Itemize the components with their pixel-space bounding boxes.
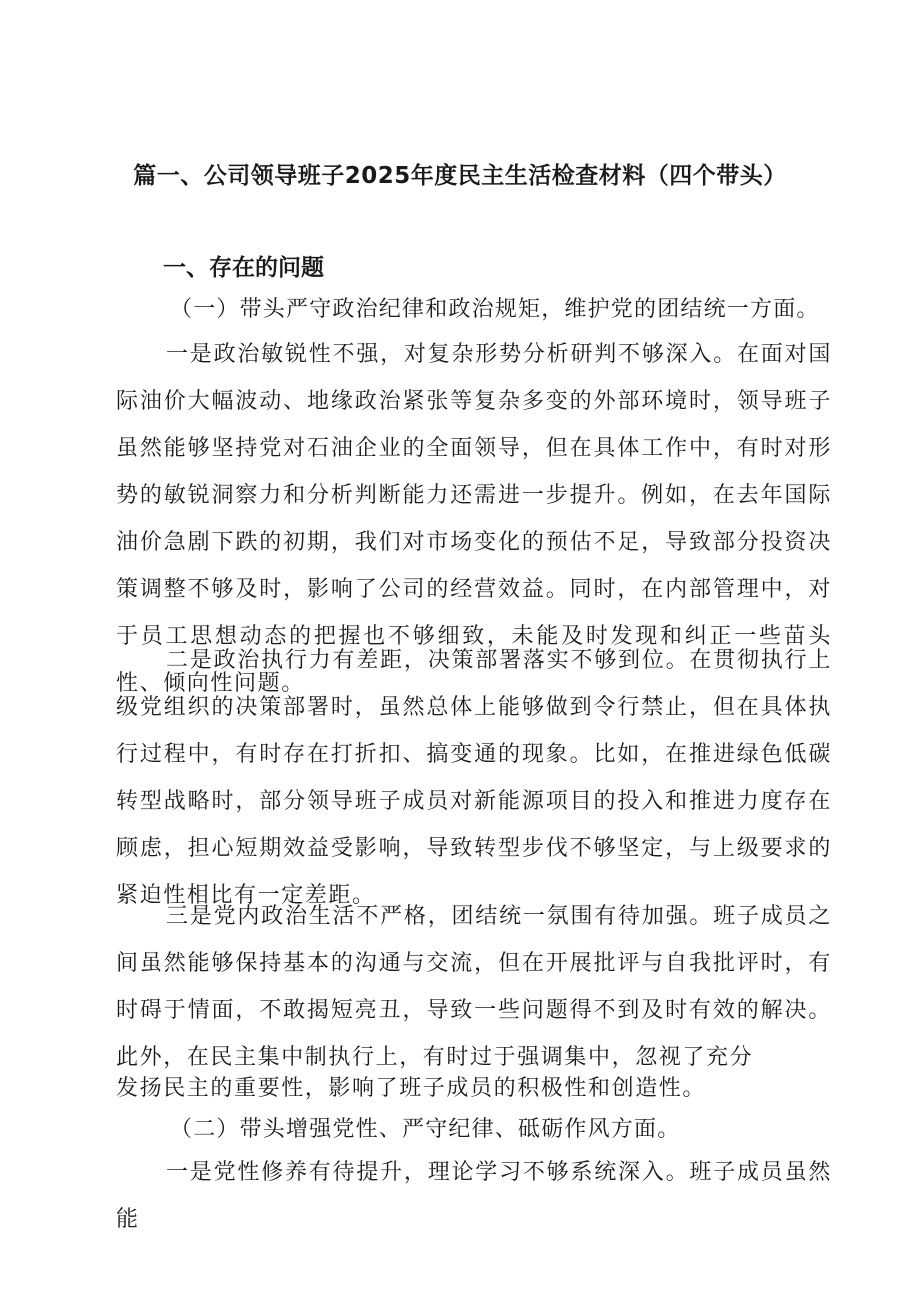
subsection-heading-2: （二）带头增强党性、严守纪律、砥砺作风方面。 bbox=[170, 1117, 681, 1142]
paragraph-3: 三是党内政治生活不严格，团结统一氛围有待加强。班子成员之间虽然能够保持基本的沟通与交流，但在开展批评与自我批评时，有时碍于情面，不敢揭短亮丑，导致一些问题得不到及时有效的解决。此外，在民主集中制执行上，有时过于强调集中，忽视了充分 bbox=[116, 904, 832, 1070]
paragraph-3-continued: 发扬民主的重要性，影响了班子成员的积极性和创造性。 bbox=[116, 1076, 707, 1101]
paragraph-1: 一是政治敏锐性不强，对复杂形势分析研判不够深入。在面对国际油价大幅波动、地缘政治紧张等复杂多变的外部环境时，领导班子虽然能够坚持党对石油企业的全面领导，但在具体工作中，有时对形势的敏锐洞察力和分析判断能力还需进一步提升。例如，在去年国际油价急剧下跌的初期，我们对市场变化的预估不足，导致部分投资决策调整不够及时，影响了公司的经营效益。同时，在内部管理中，对于员工思想动态的把握也不够细致，未能及时发现和纠正一些苗头性、倾向性问题。 bbox=[116, 342, 832, 696]
paragraph-2: 二是政治执行力有差距，决策部署落实不够到位。在贯彻执行上级党组织的决策部署时，虽然总体上能够做到令行禁止，但在具体执行过程中，有时存在打折扣、搞变通的现象。比如，在推进绿色低碳转型战略时，部分领导班子成员对新能源项目的投入和推进力度存在顾虑，担心短期效益受影响，导致转型步伐不够坚定，与上级要求的紧迫性相比有一定差距。 bbox=[116, 648, 832, 908]
section-heading: 一、存在的问题 bbox=[163, 255, 324, 281]
document-title: 篇一、公司领导班子2025年度民主生活检查材料（四个带头） bbox=[133, 163, 787, 189]
paragraph-4: 一是党性修养有待提升，理论学习不够系统深入。班子成员虽然能 bbox=[116, 1160, 832, 1232]
subsection-heading-1: （一）带头严守政治纪律和政治规矩，维护党的团结统一方面。 bbox=[170, 297, 820, 322]
